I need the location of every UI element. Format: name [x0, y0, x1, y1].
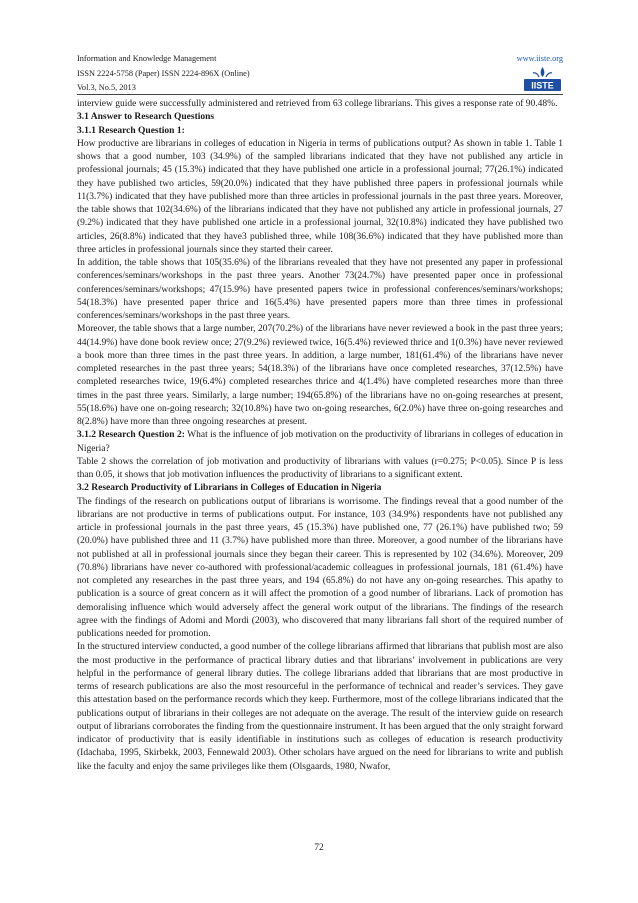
research-question-1-paragraph: How productive are librarians in colleges of education in Nigeria in terms of publications output? As shown in table 1. Table 1 shows that a good number, 103 (34.9%) of the sampled librarians indicated that they have not published any article in professional journals; 45 (15.3%) indicated that they have published one article in a professional journal; 77(26.1%) indicated they have published two articles, 59(20.0%) indicated that they have published three papers in professional journals while 11(3.7%) indicated that they have published more than three articles in professional journals in the past three years. Moreover, the table shows that 102(34.6%) of the librarians indicated that they have not published any article in professional journals, 27 (9.2%) indicated that they have published one article in a professional journal, 32(10.8%) indicated they have published two articles, 26(8.8%) indicated that they have3 published three, while 108(36.6%) indicated that they have published more than three articles in professional journals since they started their career.: [77, 138, 563, 255]
header-divider: [77, 94, 563, 95]
article-body: [77, 98, 563, 774]
research-question-2-paragraph: [77, 429, 563, 456]
table-2-paragraph: Table 2 shows the correlation of job motivation and productivity of librarians with values (r=0.275; P<0.05). Since P is less than 0.05, it shows that job motivation influences the productivity of librarians to a significant extent.: [77, 456, 563, 480]
subsection-heading-3-1-1: 3.1.1 Research Question 1:: [77, 125, 185, 136]
journal-url-link[interactable]: www.iiste.org: [516, 54, 563, 63]
page-header: [77, 52, 563, 96]
iiste-logo: [521, 66, 564, 92]
section-heading-3-2: 3.2 Research Productivity of Librarians in Colleges of Education in Nigeria: [77, 483, 382, 494]
book-review-paragraph: Moreover, the table shows that a large number, 207(70.2%) of the librarians have never reviewed a book in the past three years; 44(14.9%) have done book review once; 27(9.2%) reviewed twice, 16(5.4%) reviewed thrice and 1(0.3%) have never reviewed a book more than three times in the past three years. In addition, a large number, 181(61.4%) of the librarians have never completed researches in the past three years; 54(18.3%) of the librarians have once completed researches, 37(12.5%) have completed researches twice, 19(6.4%) completed researches thrice and 4(1.4%) have completed researches more than three times in the past three years. Similarly, a large number; 194(65.8%) of the librarians have no on-going researches at present, 55(18.6%) have one on-going research; 32(10.8%) have two on-going researches, 6(2.0%) have three on-going researches and 8(2.8%) have more than three ongoing researches at present.: [77, 324, 563, 427]
research-question-2-label: 3.1.2 Research Question 2:: [77, 430, 185, 441]
svg-text:IISTE: IISTE: [531, 80, 554, 91]
volume-line: Vol.3, No.5, 2013: [77, 83, 136, 92]
section-heading-3-1: 3.1 Answer to Research Questions: [77, 112, 215, 123]
intro-paragraph: interview guide were successfully administered and retrieved from 63 college librarians. This gives a response rate of 90.48%.: [77, 99, 558, 109]
issn-line: ISSN 2224-5758 (Paper) ISSN 2224-896X (Online): [77, 68, 250, 78]
journal-title: Information and Knowledge Management: [77, 54, 217, 63]
interview-paragraph: In the structured interview conducted, a good number of the college librarians affirmed that librarians that publish most are also the most productive in the performance of practical library duties and that librarians’ involvement in publications are very helpful in the performance of general library duties. The college librarians added that librarians that are most productive in terms of research publications are also the most resourceful in the performance of technical and reader’s services. They gave this attestation based on the performance records which they keep. Furthermore, most of the college librarians indicated that the publications output of librarians in their colleges are not adequate on the average. The result of the interview guide on research output of librarians corroborates the finding from the questionnaire instrument. It has been argued that the only straight forward indicator of productivity that is easily identifiable in institutions such as colleges of education is research productivity (Idachaba, 1995, Skirbekk, 2003, Fennewald 2003). Other scholars have argued on the need for librarians to write and publish like the faculty and enjoy the same privileges like them (Olsgaards, 1980, Nwafor,: [77, 642, 563, 772]
findings-paragraph: The findings of the research on publications output of librarians is worrisome. The findings reveal that a good number of the librarians are not productive in terms of publications output. For instance, 103 (34.9%) respondents have not published any article in professional journals in the past three years, 45 (15.3%) have published one, 77 (26.1%) have published two; 59 (20.0%) have published three and 11 (3.7%) have published more than three. Moreover, a good number of the librarians have not published at all in professional journals since they began their career. This is represented by 102 (34.6%). Moreover, 209 (70.8%) librarians have never co-authored with professional/academic colleagues in professional journals, 181 (61.4%) have not completed any researches in the past three years, and 194 (65.8%) do not have any on-going researches. This apathy to publication is a source of great concern as it will affect the promotion of a good number of librarians. Lack of promotion has demoralising influence which would adversely affect the general work output of the librarians. The findings of the research agree with the findings of Adomi and Mordi (2003), who discovered that many librarians fall short of the required number of publications needed for promotion.: [77, 496, 563, 639]
research-question-2-text: What is the influence of job motivation on the productivity of librarians in colleges of education in Nigeria?: [77, 430, 564, 454]
page-number: 72: [314, 843, 324, 853]
conference-paragraph: In addition, the table shows that 105(35.6%) of the librarians revealed that they have not presented any paper in professional conferences/seminars/workshops in the past three years. Another 73(24.7%) have presented paper once in professional conferences/seminars/workshops; 47(15.9%) have presented papers twice in professional conferences/seminars/workshops; 54(18.3%) have presented paper thrice and 16(5.4%) have presented papers more than three times in professional conferences/seminars/workshops in the past three years.: [77, 258, 563, 321]
